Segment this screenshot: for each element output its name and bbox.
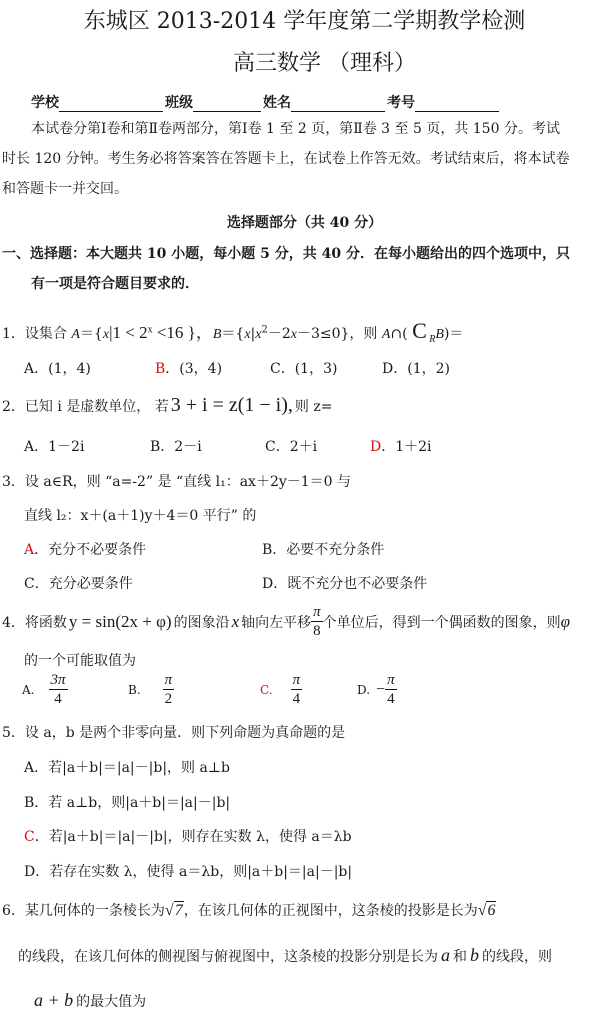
shift-fraction: $\frac{\pi}{8}$ xyxy=(313,604,321,639)
q4-option-a[interactable]: A. $\frac{3\pi}{4}$ xyxy=(22,672,66,707)
q3-option-c[interactable]: C．充分必要条件 xyxy=(24,576,133,592)
q5-option-b[interactable]: B．若 a⊥b，则|a＋b|＝|a|－|b| xyxy=(24,795,231,811)
instructions-line-3: 和答题卡一并交回。 xyxy=(2,181,128,197)
q2-option-d[interactable]: D．1＋2i xyxy=(370,439,432,455)
instructions-line-2: 时长 120 分钟。考生务必将答案答在答题卡上，在试卷上作答无效。考试结束后，将本试卷 xyxy=(2,151,570,167)
q3-option-b[interactable]: B．必要不充分条件 xyxy=(262,542,385,558)
q5-option-c[interactable]: C．若|a＋b|＝|a|－|b|，则存在实数 λ，使得 a＝λb xyxy=(24,829,352,845)
instructions-line-1: 本试卷分第Ⅰ卷和第Ⅱ卷两部分，第Ⅰ卷 1 至 2 页，第Ⅱ卷 3 至 5 页，共 150 分。考试 xyxy=(31,121,560,137)
section-intro-line-1: 一、选择题：本大题共 10 小题，每小题 5 分，共 40 分．在每小题给出的四个选项中，只 xyxy=(2,246,570,262)
q1-option-d[interactable]: D．(1，2) xyxy=(382,361,450,377)
q2-option-c[interactable]: C．2＋i xyxy=(265,439,318,455)
student-info-fields xyxy=(31,92,501,112)
question-1: 1．设集合 $A=\{x|1 < 2^x <16$ }，$B=\{x|x^2-2x-3\le 0\}$，则 A∩( C $_R$B)＝ xyxy=(2,318,464,345)
name-blank xyxy=(291,97,385,112)
school-label: 学校 xyxy=(31,95,59,111)
exam-title: 东城区 2013-2014 学年度第二学期教学检测 xyxy=(83,9,526,34)
question-4: 4． 将函数 y = sin(2x + φ) 的图象沿 x 轴向左平移 $\frac{\pi}{8}$ 个单位后，得到一个偶函数的图象，则 φ xyxy=(2,604,571,639)
q5-option-a[interactable]: A．若|a＋b|＝|a|－|b|，则 a⊥b xyxy=(24,760,230,776)
q3-option-d[interactable]: D．既不充分也不必要条件 xyxy=(262,576,428,592)
sqrt-6: √6 xyxy=(477,902,496,919)
question-4-line-2: 的一个可能取值为 xyxy=(24,653,136,669)
section-intro-line-2: 有一项是符合题目要求的． xyxy=(31,276,199,292)
q1-option-b[interactable]: B．(3，4) xyxy=(155,361,223,377)
name-label: 姓名 xyxy=(263,95,291,111)
q4-option-b[interactable]: B. $\frac{\pi}{2}$ xyxy=(128,672,173,707)
class-blank xyxy=(193,97,261,112)
q2-option-a[interactable]: A．1－2i xyxy=(24,439,85,455)
q5-option-d[interactable]: D．若存在实数 λ，使得 a＝λb，则|a＋b|＝|a|－|b| xyxy=(24,864,353,880)
exam-number-blank xyxy=(415,97,499,112)
q3-option-a[interactable]: A．充分不必要条件 xyxy=(24,542,147,558)
q1-option-a[interactable]: A．(1，4) xyxy=(24,361,91,377)
question-6-line-2: 的线段，在该几何体的侧视图与俯视图中，这条棱的投影分别是长为 a 和 b 的线段，则 xyxy=(18,945,552,965)
sqrt-7: √7 xyxy=(164,902,183,919)
question-6-line-3: a + b 的最大值为 xyxy=(34,990,147,1010)
q4-option-d[interactable]: D. − $\frac{\pi}{4}$ xyxy=(357,672,395,707)
question-6: 6．某几何体的一条棱长为√7，在该几何体的正视图中，这条棱的投影是长为√6 xyxy=(2,902,496,919)
school-blank xyxy=(59,97,163,112)
q2-option-b[interactable]: B．2－i xyxy=(150,439,202,455)
exam-number-label: 考号 xyxy=(387,95,415,111)
section-heading: 选择题部分（共 40 分） xyxy=(226,215,383,231)
q1-option-c[interactable]: C．(1，3) xyxy=(270,361,338,377)
question-3: 3．设 a∈R，则 “a=-2” 是 “直线 l₁：ax＋2y－1＝0 与 xyxy=(2,474,352,490)
q4-option-c[interactable]: C. $\frac{\pi}{4}$ xyxy=(260,672,301,707)
question-5: 5．设 a，b 是两个非零向量．则下列命题为真命题的是 xyxy=(2,725,346,741)
exam-subtitle: 高三数学 （理科） xyxy=(233,51,416,76)
class-label: 班级 xyxy=(165,95,193,111)
question-2: 2．已知 i 是虚数单位， 若 3 + i = z(1 − i), 则 z= xyxy=(2,394,333,416)
question-3-line-2: 直线 l₂：x＋(a＋1)y＋4＝0 平行” 的 xyxy=(24,508,257,524)
